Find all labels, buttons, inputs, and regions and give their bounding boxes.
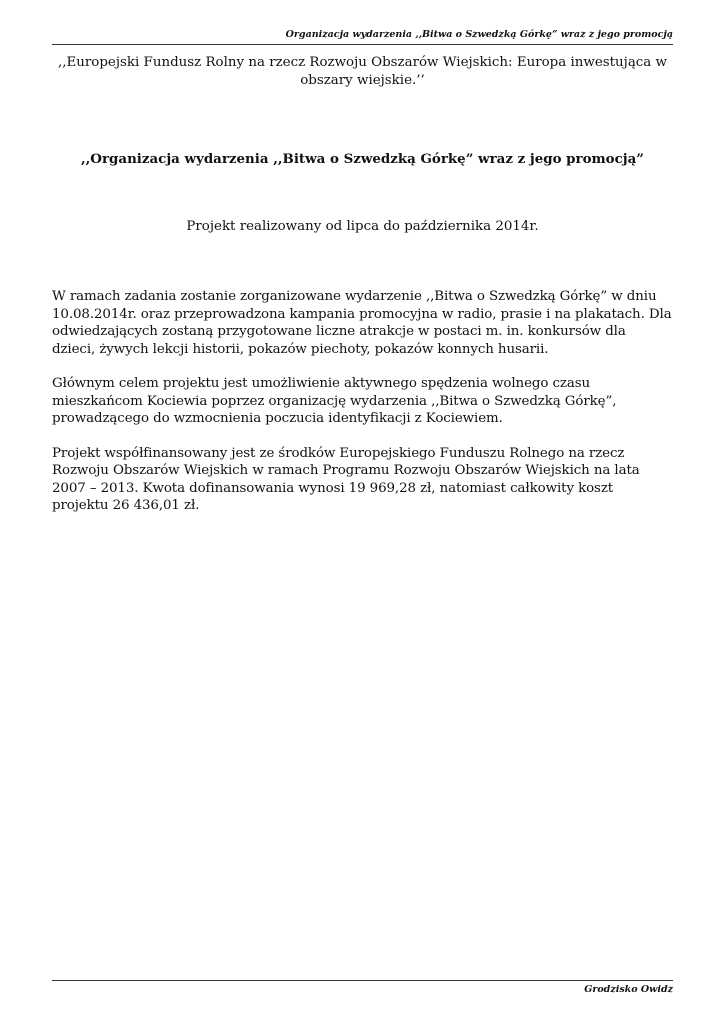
project-period: Projekt realizowany od lipca do października 2014r. xyxy=(186,219,539,234)
running-header: Organizacja wydarzenia ,,Bitwa o Szwedzką Górkę” wraz z jego promocją xyxy=(52,26,673,45)
running-footer: Grodzisko Owidz xyxy=(52,980,673,998)
document-title: ,,Organizacja wydarzenia ,,Bitwa o Szwedzką Górkę” wraz z jego promocją” xyxy=(80,151,644,167)
program-tagline: ,,Europejski Fundusz Rolny na rzecz Rozwoju Obszarów Wiejskich: Europa inwestująca w obszary wiejskie.’’ xyxy=(57,55,668,88)
paragraph-project-goal: Głównym celem projektu jest umożliwienie aktywnego spędzenia wolnego czasu mieszkańcom Kociewia poprzez organizację wydarzenia ,,Bitwa o Szwedzką Górkę”, prowadzącego do wzmocnienia poczucia identyfikacji z Kociewiem. xyxy=(52,376,617,426)
paragraph-event-description: W ramach zadania zostanie zorganizowane wydarzenie ,,Bitwa o Szwedzką Górkę” w dniu 10.08.2014r. oraz przeprowadzona kampania promocyjna w radio, prasie i na plakatach. Dla odwiedzających zostaną przygotowane liczne atrakcje w postaci m. in. konkursów dla dzieci, żywych lekcji historii, pokazów piechoty, pokazów konnych husarii. xyxy=(52,289,672,357)
paragraph-funding: Projekt współfinansowany jest ze środków Europejskiego Funduszu Rolnego na rzecz Rozwoju Obszarów Wiejskich w ramach Programu Rozwoju Obszarów Wiejskich na lata 2007 – 2013. Kwota dofinansowania wynosi 19 969,28 zł, natomiast całkowity koszt projektu 26 436,01 zł. xyxy=(52,445,640,513)
document-body xyxy=(52,54,673,515)
